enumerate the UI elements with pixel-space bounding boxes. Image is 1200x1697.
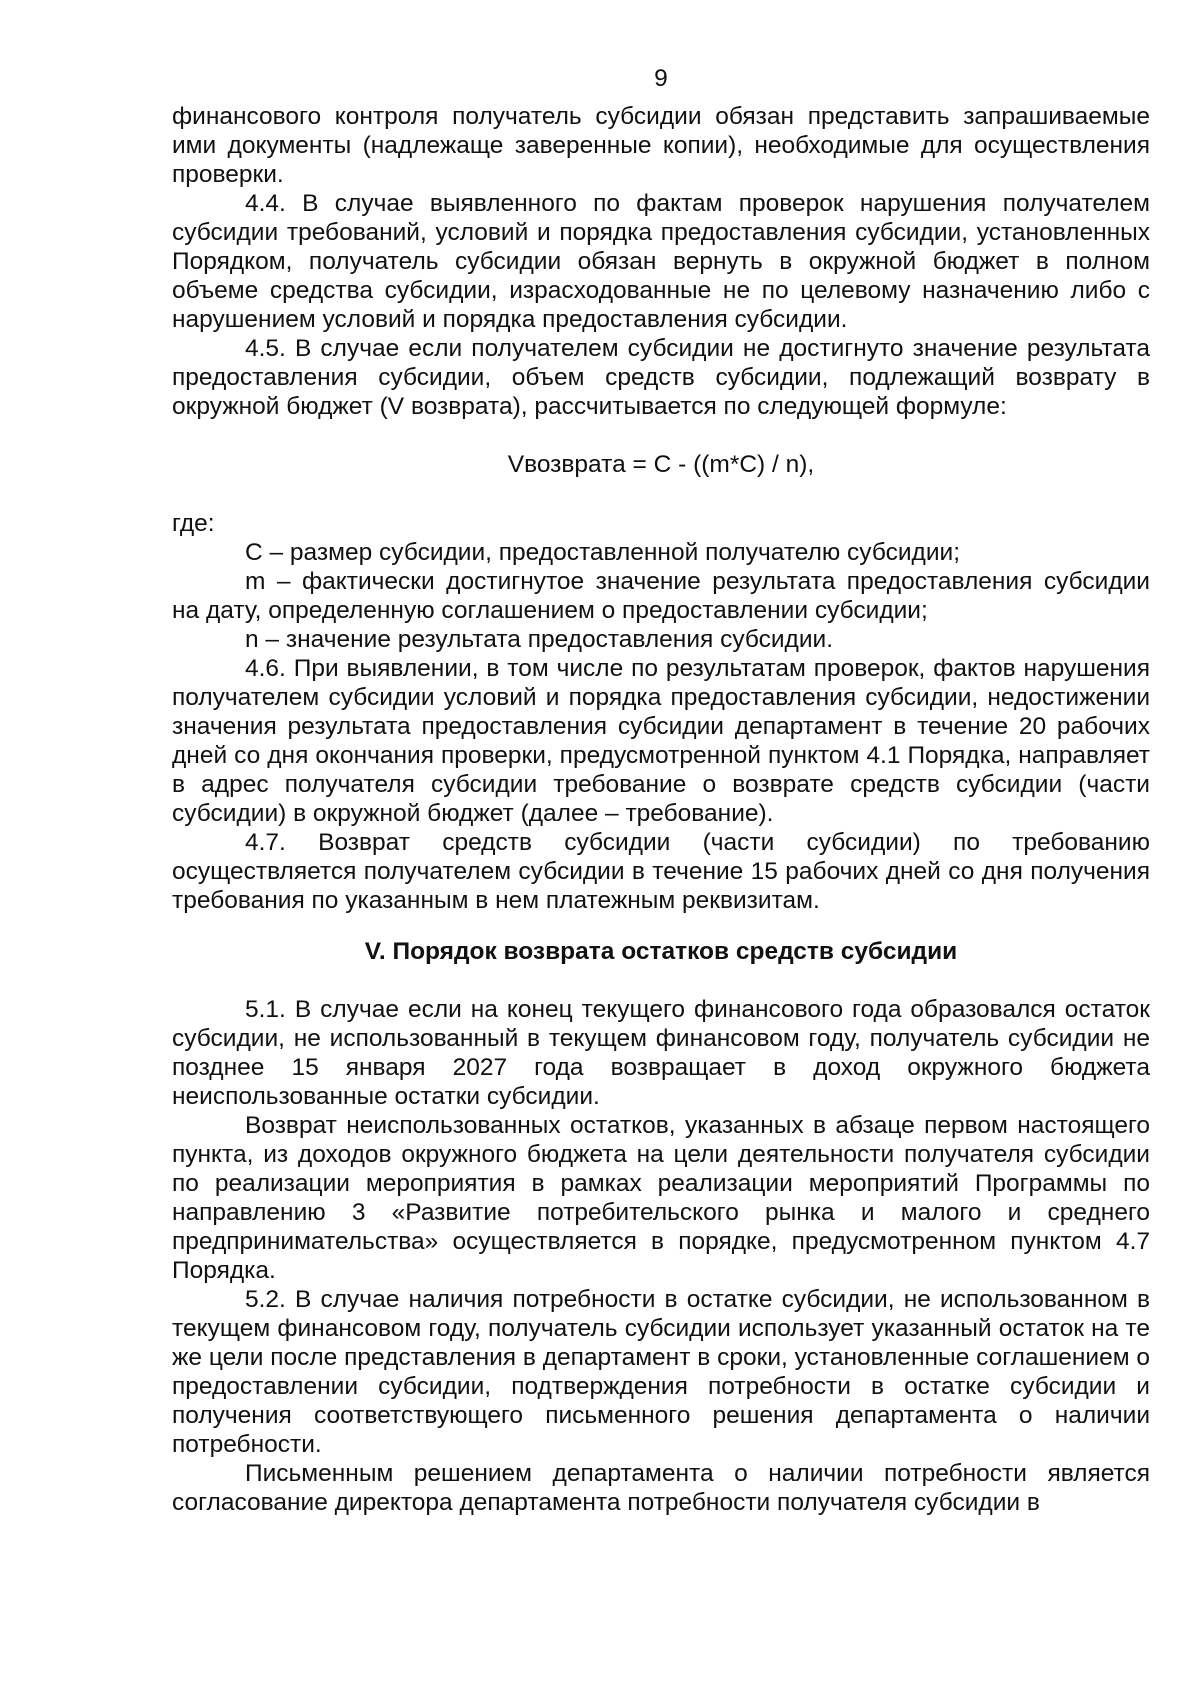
page-number: 9: [654, 65, 668, 92]
section-heading: V. Порядок возврата остатков средств субсидии: [364, 938, 958, 965]
where-label: где:: [172, 510, 215, 537]
paragraph-5-1-second: Возврат неиспользованных остатков, указанных в абзаце первом настоящего пункта, из доходов окружного бюджета на цели деятельности получателя субсидии по реализации мероприятия в рамках реализации мероприятий Программы по направлению 3 «Развитие потребительского рынка и малого и среднего предпринимательства» осуществляется в порядке, предусмотренном пунктом 4.7 Порядка.: [172, 1112, 1150, 1284]
paragraph-4-5: 4.5. В случае если получателем субсидии не достигнуто значение результата предоставления субсидии, объем средств субсидии, подлежащий возврату в окружной бюджет (V возврата), рассчитывается по следующей формуле:: [172, 335, 1150, 420]
definition-m: m – фактически достигнутое значение результата предоставления субсидии на дату, определенную соглашением о предоставлении субсидии;: [172, 568, 1150, 624]
paragraph-4-7: 4.7. Возврат средств субсидии (части субсидии) по требованию осуществляется получателем субсидии в течение 15 рабочих дней со дня получения требования по указанным в нем платежным реквизитам.: [172, 829, 1150, 914]
paragraph-4-6: 4.6. При выявлении, в том числе по результатам проверок, фактов нарушения получателем субсидии условий и порядка предоставления субсидии, недостижении значения результата предоставления субсидии департамент в течение 20 рабочих дней со дня окончания проверки, предусмотренной пунктом 4.1 Порядка, направляет в адрес получателя субсидии требование о возврате средств субсидии (части субсидии) в окружной бюджет (далее – требование).: [172, 655, 1150, 827]
definition-c: С – размер субсидии, предоставленной получателю субсидии;: [245, 539, 960, 566]
paragraph-4-4: 4.4. В случае выявленного по фактам проверок нарушения получателем субсидии требований, условий и порядка предоставления субсидии, установленных Порядком, получатель субсидии обязан вернуть в окружной бюджет в полном объеме средства субсидии, израсходованные не по целевому назначению либо с нарушением условий и порядка предоставления субсидии.: [172, 190, 1150, 333]
paragraph-written-decision: Письменным решением департамента о наличии потребности является согласование директора департамента потребности получателя субсидии в: [172, 1460, 1150, 1516]
definition-n: n – значение результата предоставления субсидии.: [245, 626, 834, 653]
return-formula: Vвозврата = С - ((m*C) / n),: [507, 451, 815, 478]
paragraph-5-1: 5.1. В случае если на конец текущего финансового года образовался остаток субсидии, не использованный в текущем финансовом году, получатель субсидии не позднее 15 января 2027 года возвращает в доход окружного бюджета неиспользованные остатки субсидии.: [172, 996, 1150, 1110]
paragraph-continuation: финансового контроля получатель субсидии обязан представить запрашиваемые ими документы (надлежаще заверенные копии), необходимые для осуществления проверки.: [172, 103, 1150, 188]
paragraph-5-2: 5.2. В случае наличия потребности в остатке субсидии, не использованном в текущем финансовом году, получатель субсидии использует указанный остаток на те же цели после представления в департамент в сроки, установленные соглашением о предоставлении субсидии, подтверждения потребности в остатке субсидии и получения соответствующего письменного решения департамента о наличии потребности.: [172, 1286, 1150, 1458]
